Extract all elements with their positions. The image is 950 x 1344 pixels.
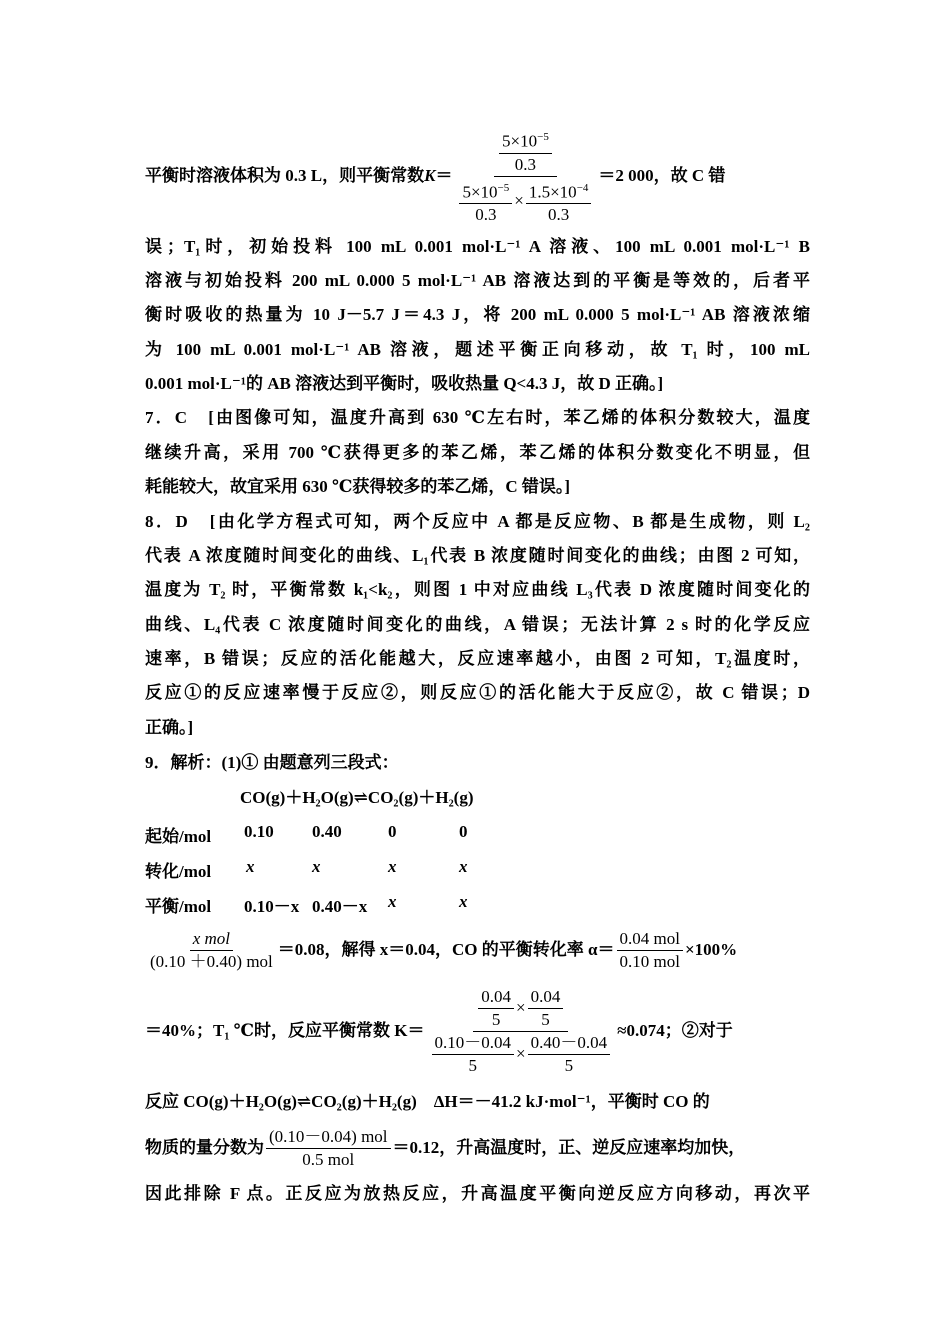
table-cell: x bbox=[459, 892, 468, 911]
den-val: 5 bbox=[541, 1009, 550, 1029]
num-val: (0.10－0.04) mol bbox=[266, 1127, 391, 1149]
text-span: ＝0.12，升高温度时，正、逆反应速率均加快， bbox=[392, 1138, 746, 1157]
num-val: 0.04 mol bbox=[617, 929, 683, 951]
text-span: 物质的量分数为 bbox=[145, 1138, 264, 1157]
text-span: ＝40%；T₁ ℃时，反应平衡常数 K＝ bbox=[145, 1021, 425, 1040]
num-val: 0.40－0.04 bbox=[528, 1033, 611, 1055]
text-line: 反应 CO(g)＋H₂O(g)⇌CO₂(g)＋H₂(g) ΔH＝－41.2 kJ·mol⁻¹，平衡时 CO 的 bbox=[145, 1092, 710, 1111]
table-cell: 0.10－x bbox=[244, 897, 300, 916]
row-label: 起始/mol bbox=[145, 827, 212, 846]
den-val: 0.5 mol bbox=[302, 1149, 355, 1169]
text-line: 8．D [由化学方程式可知，两个反应中 A 都是反应物、B 都是生成物，则 L₂ bbox=[145, 512, 810, 531]
den-val: 5 bbox=[491, 1009, 501, 1029]
times: × bbox=[516, 1044, 526, 1063]
text-span: 平衡时溶液体积为 0.3 L，则平衡常数 bbox=[145, 166, 425, 185]
text-line: 耗能较大，故宜采用 630 ℃获得较多的苯乙烯，C 错误。] bbox=[145, 477, 571, 496]
row-label: 转化/mol bbox=[145, 862, 212, 881]
table-cell: 0 bbox=[388, 822, 397, 841]
text-line: 0.001 mol·L⁻¹的 AB 溶液达到平衡时，吸收热量 Q<4.3 J，故 D 正确。] bbox=[145, 374, 664, 393]
exp: −4 bbox=[576, 181, 589, 194]
exp: −5 bbox=[497, 181, 510, 194]
den-val: (0.10 ＋0.40) mol bbox=[150, 951, 273, 971]
den-val: 5 bbox=[468, 1055, 478, 1075]
text-line: 误；T₁时，初始投料 100 mL 0.001 mol·L⁻¹ A 溶液、100 mL 0.001 mol·L⁻¹ B bbox=[145, 237, 810, 256]
exp: −5 bbox=[537, 130, 549, 143]
text-line: 为 100 mL 0.001 mol·L⁻¹ AB 溶液，题述平衡正向移动，故 T₁ 时，100 mL bbox=[145, 340, 810, 359]
text-span: ≈0.074；②对于 bbox=[617, 1021, 733, 1040]
text-line: 9．解析：(1)① 由题意列三段式： bbox=[145, 753, 399, 772]
den-val: 0.10 mol bbox=[619, 951, 680, 971]
k-equation-line bbox=[145, 126, 810, 226]
text-line: 速率，B 错误；反应的活化能越大，反应速率越小，由图 2 可知，T₂温度时， bbox=[145, 649, 810, 668]
table-cell: x bbox=[459, 857, 468, 876]
den-val: 5 bbox=[564, 1055, 574, 1075]
times: × bbox=[516, 998, 526, 1017]
x-fraction bbox=[147, 929, 276, 972]
text-line: 曲线、L₄代表 C 浓度随时间变化的曲线，A 错误；无法计算 2 s 时的化学反应 bbox=[145, 615, 810, 634]
text-span: ×100% bbox=[684, 940, 738, 959]
text-line: 衡时吸收的热量为 10 J－5.7 J＝4.3 J，将 200 mL 0.000 5 mol·L⁻¹ AB 溶液浓缩 bbox=[145, 305, 810, 324]
text-line: 7．C [由图像可知，温度升高到 630 ℃左右时，苯乙烯的体积分数较大，温度 bbox=[145, 408, 810, 427]
text-span: ＝0.08，解得 x＝0.04，CO 的平衡转化率 α＝ bbox=[277, 940, 615, 959]
mole-fraction-line bbox=[145, 1124, 810, 1172]
row-label: 平衡/mol bbox=[145, 897, 212, 916]
text-span: ＝2 000，故 C 错 bbox=[598, 166, 726, 185]
table-cell: x bbox=[246, 857, 255, 876]
k-fraction bbox=[454, 127, 596, 225]
num-val: 5×10 bbox=[502, 131, 538, 151]
text-line: 正确。] bbox=[145, 718, 194, 737]
var-k: K bbox=[424, 166, 436, 185]
text-line: 继续升高，采用 700 ℃获得更多的苯乙烯，苯乙烯的体积分数变化不明显，但 bbox=[145, 443, 810, 462]
num-val: x mol bbox=[190, 929, 233, 951]
den-val: 0.3 bbox=[475, 205, 497, 225]
num-val: 0.04 bbox=[478, 987, 514, 1009]
den-val: 0.3 bbox=[548, 205, 570, 225]
text-line: 因此排除 F 点。正反应为放热反应，升高温度平衡向逆反应方向移动，再次平 bbox=[145, 1184, 810, 1203]
text-line: 反应①的反应速率慢于反应②，则反应①的活化能大于反应②，故 C 错误；D bbox=[145, 683, 810, 702]
table-cell: 0.40 bbox=[312, 822, 342, 841]
table-cell: x bbox=[312, 857, 321, 876]
alpha-fraction bbox=[617, 929, 683, 972]
conversion-line bbox=[145, 925, 810, 975]
num-val: 0.10－0.04 bbox=[432, 1033, 515, 1055]
text-line: 溶液与初始投料 200 mL 0.000 5 mol·L⁻¹ AB 溶液达到的平衡是等效的，后者平 bbox=[145, 271, 810, 290]
equals: ＝ bbox=[435, 166, 453, 185]
table-cell: x bbox=[388, 892, 397, 911]
k2-fraction bbox=[427, 987, 616, 1076]
k-value-line bbox=[145, 985, 810, 1077]
text-line: 代表 A 浓度随时间变化的曲线、L₁代表 B 浓度随时间变化的曲线；由图 2 可知， bbox=[145, 546, 810, 565]
num-val: 0.04 bbox=[528, 987, 564, 1009]
table-cell: 0.40－x bbox=[312, 897, 368, 916]
reaction-equation: CO(g)＋H₂O(g)⇌CO₂(g)＋H₂(g) bbox=[240, 788, 474, 807]
den-val: 0.3 bbox=[514, 154, 537, 174]
table-cell: x bbox=[388, 857, 397, 876]
text-line: 温度为 T₂ 时，平衡常数 k₁<k₂，则图 1 中对应曲线 L₃代表 D 浓度随时间变化的 bbox=[145, 580, 810, 599]
num-val: 5×10 bbox=[462, 182, 498, 202]
co-fraction bbox=[266, 1127, 391, 1170]
table-cell: 0 bbox=[459, 822, 468, 841]
times: × bbox=[514, 191, 524, 211]
table-cell: 0.10 bbox=[244, 822, 274, 841]
num-val: 1.5×10 bbox=[528, 182, 577, 202]
